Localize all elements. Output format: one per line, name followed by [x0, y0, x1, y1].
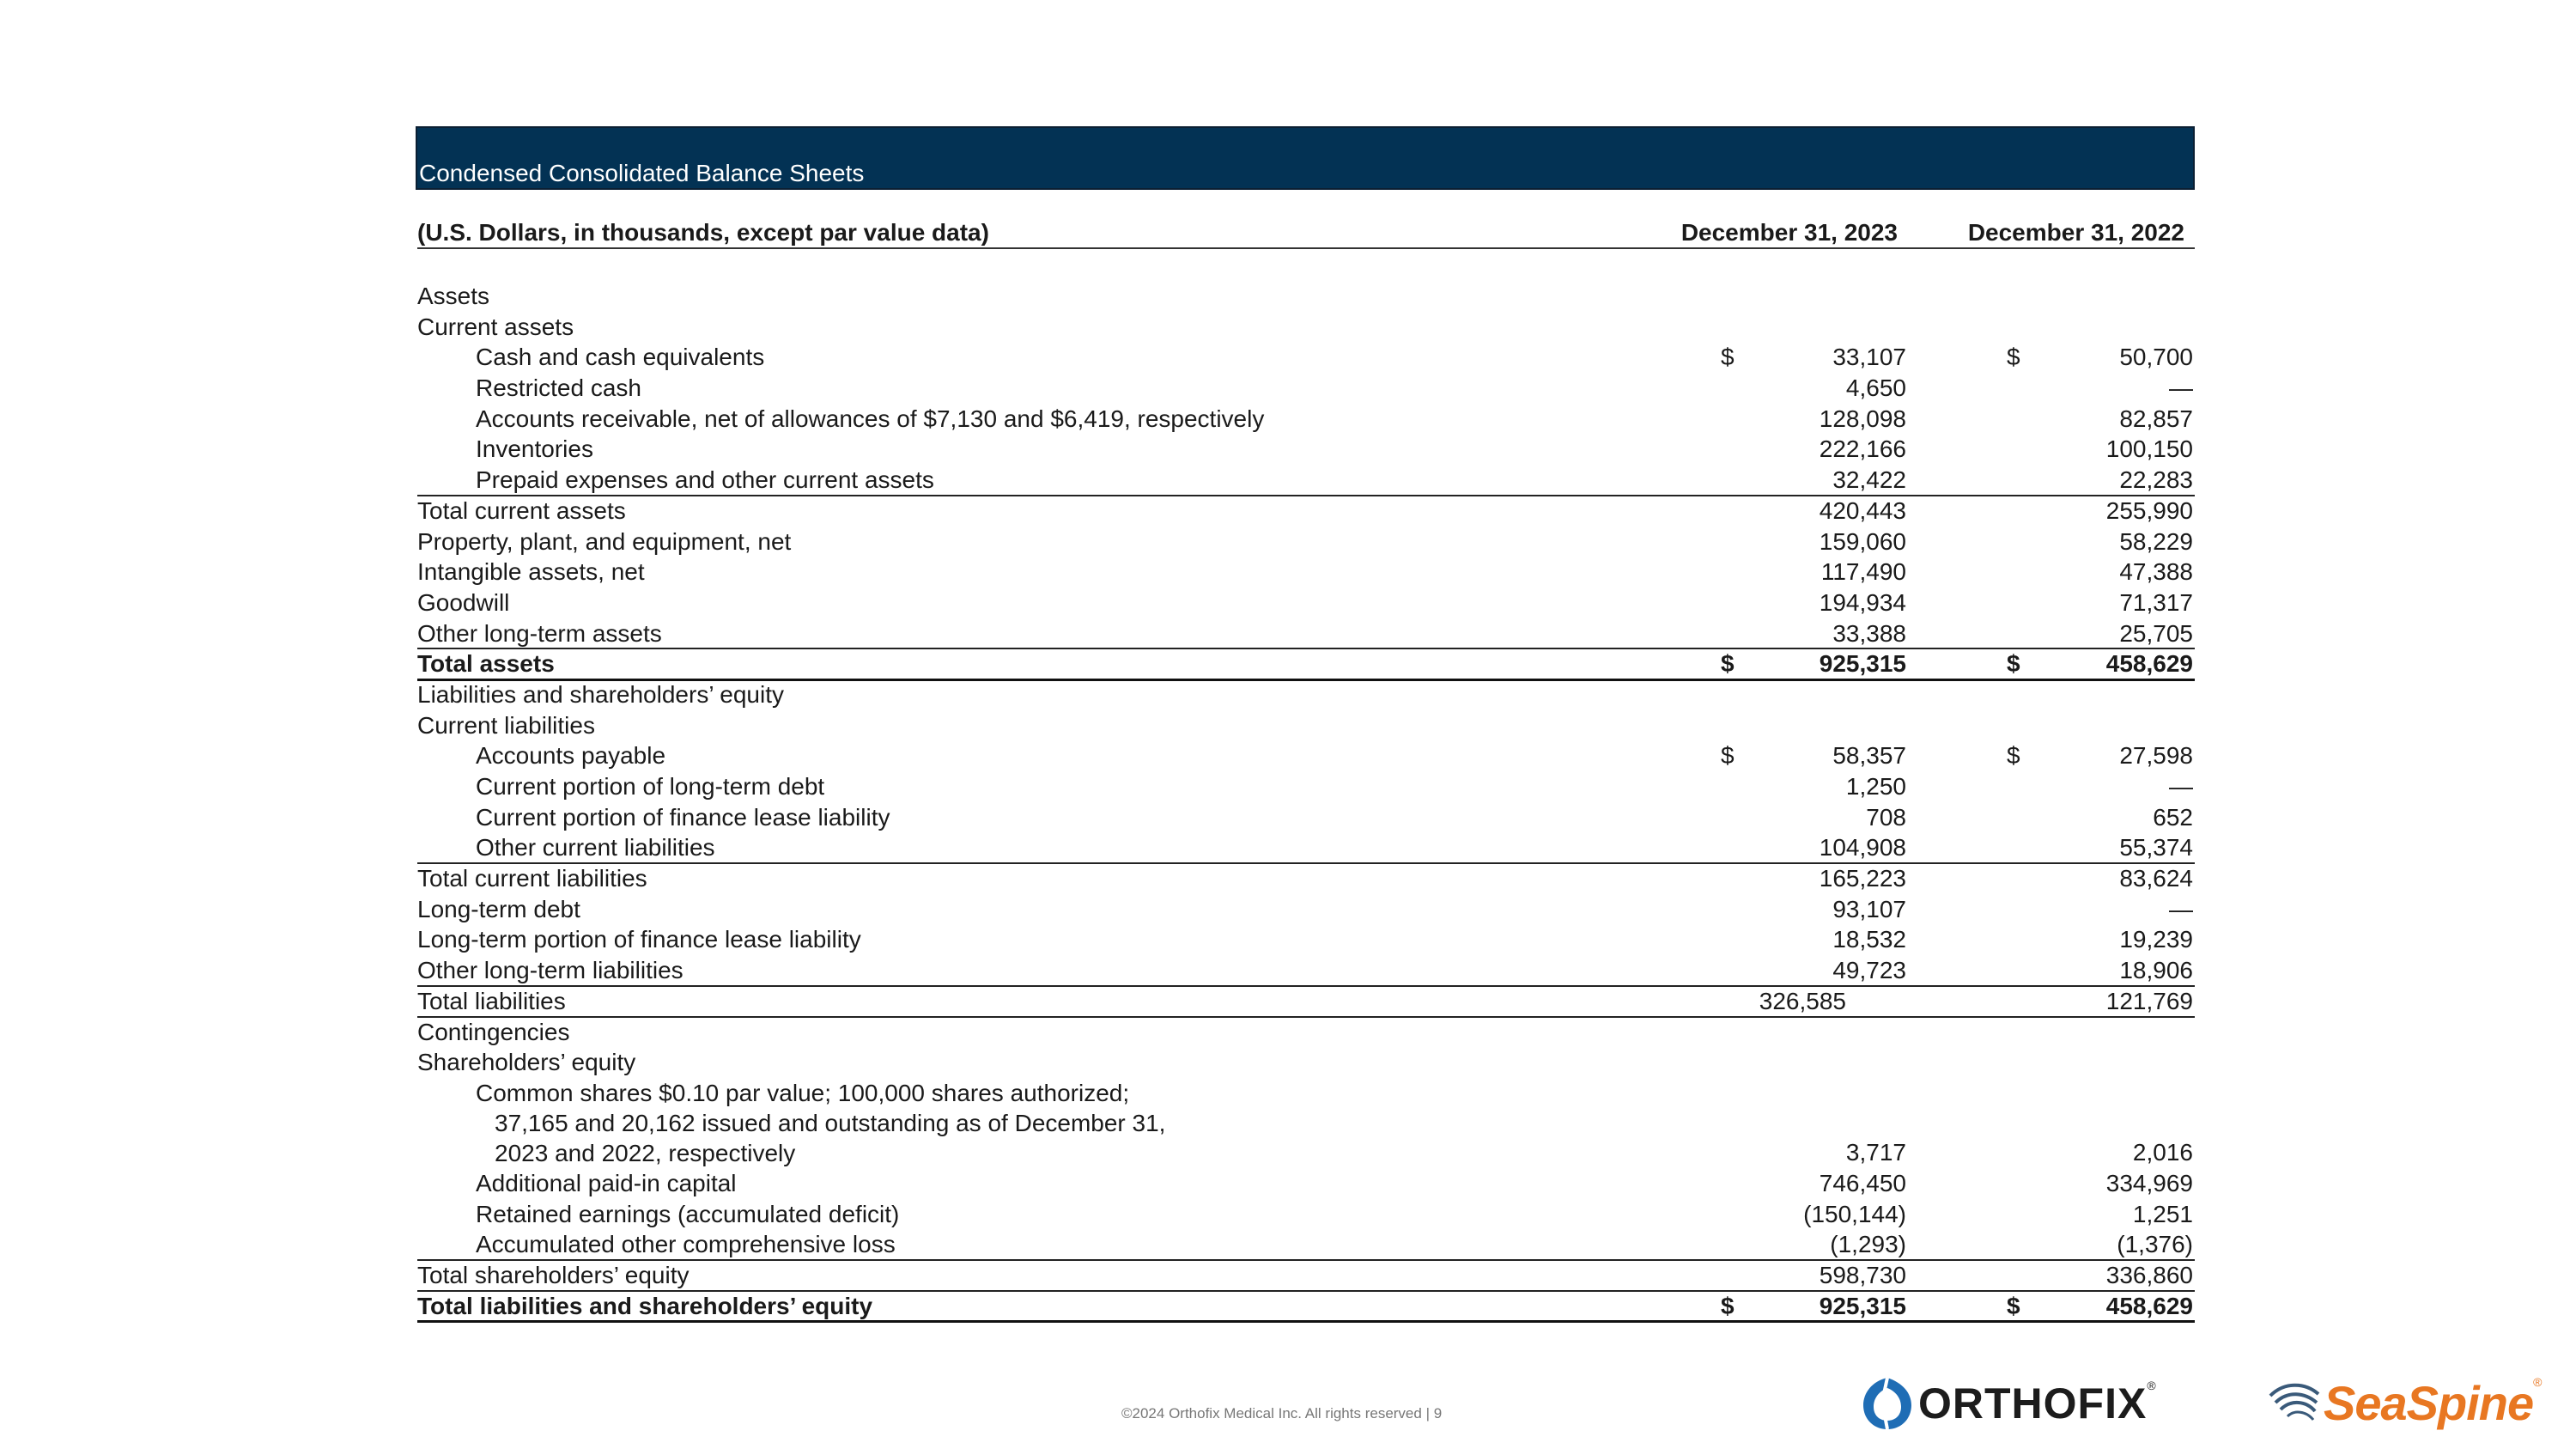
- row-label-line: Common shares $0.10 par value; 100,000 shares authorized;: [476, 1079, 1130, 1106]
- header-column-2023: December 31, 2023: [1680, 219, 1898, 246]
- value-2022: 458,629: [2105, 650, 2193, 678]
- table-row: [417, 955, 2195, 986]
- value-2023: 746,450: [1819, 1169, 1906, 1196]
- value-2023: 58,357: [1832, 742, 1906, 770]
- table-row: [417, 527, 2195, 557]
- value-2022: 25,705: [2119, 619, 2193, 647]
- row-label: Total liabilities and shareholders’ equity: [417, 1292, 873, 1319]
- table-row-subtotal: [417, 1260, 2195, 1291]
- value-2022: —: [2169, 374, 2193, 402]
- value-2023: 33,388: [1832, 619, 1906, 647]
- table-row: [417, 924, 2195, 955]
- value-2023: 194,934: [1819, 588, 1906, 616]
- row-label-line: 37,165 and 20,162 issued and outstanding as of December 31,: [495, 1109, 1166, 1136]
- table-header: [417, 218, 2195, 249]
- dollar-sign: $: [2007, 742, 2020, 770]
- value-2022: 18,906: [2119, 957, 2193, 984]
- row-label: Assets: [417, 283, 490, 309]
- row-label: Additional paid-in capital: [476, 1169, 737, 1196]
- balance-sheet-table: [417, 281, 2195, 1321]
- row-label: Total liabilities: [417, 987, 566, 1014]
- table-row: [417, 465, 2195, 496]
- dollar-sign: $: [1721, 1292, 1735, 1319]
- value-2023: 93,107: [1832, 895, 1906, 922]
- row-label: Total current assets: [417, 496, 626, 524]
- value-2022: 82,857: [2119, 405, 2193, 432]
- copyright-footer: ©2024 Orthofix Medical Inc. All rights reserved | 9: [1121, 1405, 1443, 1422]
- value-2022: 47,388: [2119, 558, 2193, 586]
- row-label: Current assets: [417, 313, 574, 340]
- row-label: Shareholders’ equity: [417, 1049, 636, 1076]
- table-row-subtotal: [417, 863, 2195, 894]
- row-label: Accumulated other comprehensive loss: [476, 1231, 896, 1258]
- row-label: Other current liabilities: [476, 834, 715, 861]
- value-2023: 3,717: [1845, 1139, 1906, 1166]
- table-row: [417, 771, 2195, 802]
- value-2023: (1,293): [1830, 1231, 1906, 1258]
- row-label: Total assets: [417, 650, 555, 678]
- value-2023: 49,723: [1832, 957, 1906, 984]
- orthofix-wordmark-text: ORTHOFIX: [1918, 1379, 2148, 1428]
- table-row: [417, 373, 2195, 404]
- row-label: Inventories: [476, 435, 593, 463]
- value-2023: 1,250: [1845, 773, 1906, 800]
- value-2023: 708: [1866, 803, 1906, 831]
- seaspine-wave-icon: [2267, 1379, 2322, 1427]
- row-label: Other long-term assets: [417, 619, 662, 647]
- seaspine-wordmark-text: SeaSpine: [2324, 1375, 2534, 1430]
- row-label: Restricted cash: [476, 374, 641, 402]
- value-2023: 598,730: [1819, 1261, 1906, 1288]
- value-2022: —: [2169, 773, 2193, 800]
- row-label: Total current liabilities: [417, 865, 647, 892]
- row-label: Accounts payable: [476, 742, 666, 770]
- value-2022: 255,990: [2105, 496, 2193, 524]
- row-label: Current liabilities: [417, 711, 595, 739]
- value-2023: 925,315: [1819, 1292, 1906, 1319]
- row-label: Contingencies: [417, 1018, 570, 1045]
- value-2022: 83,624: [2119, 865, 2193, 892]
- table-row: [417, 1047, 2195, 1078]
- table-row: [417, 894, 2195, 925]
- value-2022: (1,376): [2117, 1231, 2193, 1258]
- table-row: [417, 434, 2195, 465]
- table-row: [417, 618, 2195, 649]
- row-label: Liabilities and shareholders’ equity: [417, 680, 784, 708]
- value-2023: 18,532: [1832, 926, 1906, 953]
- value-2023: 159,060: [1819, 527, 1906, 555]
- value-2022: 19,239: [2119, 926, 2193, 953]
- value-2022: 58,229: [2119, 527, 2193, 555]
- value-2023: 32,422: [1832, 466, 1906, 494]
- table-row: [417, 802, 2195, 833]
- row-label: Current portion of finance lease liability: [476, 803, 890, 831]
- value-2022: 27,598: [2119, 742, 2193, 770]
- table-row: [417, 1199, 2195, 1230]
- row-label: Goodwill: [417, 588, 510, 616]
- value-2023: 925,315: [1819, 650, 1906, 678]
- dollar-sign: $: [2007, 650, 2020, 678]
- table-row-current-liabilities: [417, 710, 2195, 741]
- orthofix-wordmark: [1918, 1379, 2157, 1428]
- value-2022: 1,251: [2132, 1200, 2193, 1227]
- row-label: Long-term debt: [417, 895, 580, 922]
- table-row: [417, 404, 2195, 435]
- row-label: [476, 1078, 1334, 1168]
- row-label: Total shareholders’ equity: [417, 1261, 690, 1288]
- value-2022: 121,769: [2105, 987, 2193, 1014]
- dollar-sign: $: [2007, 1292, 2020, 1319]
- value-2023: 117,490: [1820, 558, 1906, 586]
- value-2022: 652: [2153, 803, 2193, 831]
- value-2022: 50,700: [2119, 344, 2193, 371]
- row-label: Current portion of long-term debt: [476, 773, 825, 800]
- table-row: [417, 1168, 2195, 1199]
- value-2022: 458,629: [2105, 1292, 2193, 1319]
- table-title-bar: [416, 126, 2195, 190]
- table-row-total-assets: [417, 648, 2195, 679]
- table-row-liabilities-heading: [417, 679, 2195, 710]
- table-row: [417, 588, 2195, 618]
- header-units-label: (U.S. Dollars, in thousands, except par value data): [417, 219, 989, 246]
- table-row-grand-total: [417, 1291, 2195, 1322]
- value-2022: 55,374: [2119, 834, 2193, 861]
- orthofix-mark-icon: [1862, 1376, 1913, 1431]
- value-2023: 4,650: [1845, 374, 1906, 402]
- table-row-current-assets: [417, 312, 2195, 343]
- seaspine-wordmark: [2324, 1375, 2541, 1431]
- registered-mark: ®: [2533, 1374, 2542, 1389]
- header-column-2022: December 31, 2022: [1967, 219, 2184, 246]
- row-label: Retained earnings (accumulated deficit): [476, 1200, 900, 1227]
- table-row: [417, 832, 2195, 863]
- value-2022: 2,016: [2132, 1139, 2193, 1166]
- value-2022: 100,150: [2105, 435, 2193, 463]
- table-row-assets: [417, 281, 2195, 312]
- table-row: [417, 1229, 2195, 1260]
- dollar-sign: $: [2007, 344, 2020, 371]
- table-title: Condensed Consolidated Balance Sheets: [419, 160, 865, 186]
- seaspine-logo: [2267, 1373, 2541, 1433]
- row-label-line: 2023 and 2022, respectively: [495, 1139, 796, 1166]
- table-row-common-shares: [417, 1078, 2195, 1168]
- value-2023: 104,908: [1819, 834, 1906, 861]
- table-row-subtotal: [417, 496, 2195, 527]
- value-2022: 22,283: [2119, 466, 2193, 494]
- row-label: Other long-term liabilities: [417, 957, 683, 984]
- table-row: [417, 557, 2195, 588]
- row-label: Cash and cash equivalents: [476, 344, 765, 371]
- dollar-sign: $: [1721, 742, 1735, 770]
- value-2023: 128,098: [1819, 405, 1906, 432]
- value-2023: 165,223: [1819, 865, 1906, 892]
- row-label: Long-term portion of finance lease liability: [417, 926, 861, 953]
- value-2023: 420,443: [1819, 496, 1906, 524]
- value-2023: 326,585: [1759, 987, 1846, 1014]
- value-2022: —: [2169, 895, 2193, 922]
- dollar-sign: $: [1721, 650, 1735, 678]
- table-row: [417, 740, 2195, 771]
- value-2022: 71,317: [2119, 588, 2193, 616]
- value-2022: 336,860: [2105, 1261, 2193, 1288]
- table-row-total-liabilities: [417, 986, 2195, 1017]
- table-row: [417, 1017, 2195, 1048]
- registered-mark: ®: [2147, 1379, 2157, 1392]
- value-2023: (150,144): [1803, 1200, 1906, 1227]
- row-label: Intangible assets, net: [417, 558, 645, 586]
- row-label: Prepaid expenses and other current assets: [476, 466, 934, 494]
- value-2022: 334,969: [2105, 1169, 2193, 1196]
- row-label: Accounts receivable, net of allowances of $7,130 and $6,419, respectively: [476, 405, 1265, 432]
- table-row: [417, 342, 2195, 373]
- orthofix-logo: [1862, 1376, 2157, 1431]
- value-2023: 222,166: [1819, 435, 1906, 463]
- value-2023: 33,107: [1832, 344, 1906, 371]
- row-label: Property, plant, and equipment, net: [417, 527, 792, 555]
- dollar-sign: $: [1721, 344, 1735, 371]
